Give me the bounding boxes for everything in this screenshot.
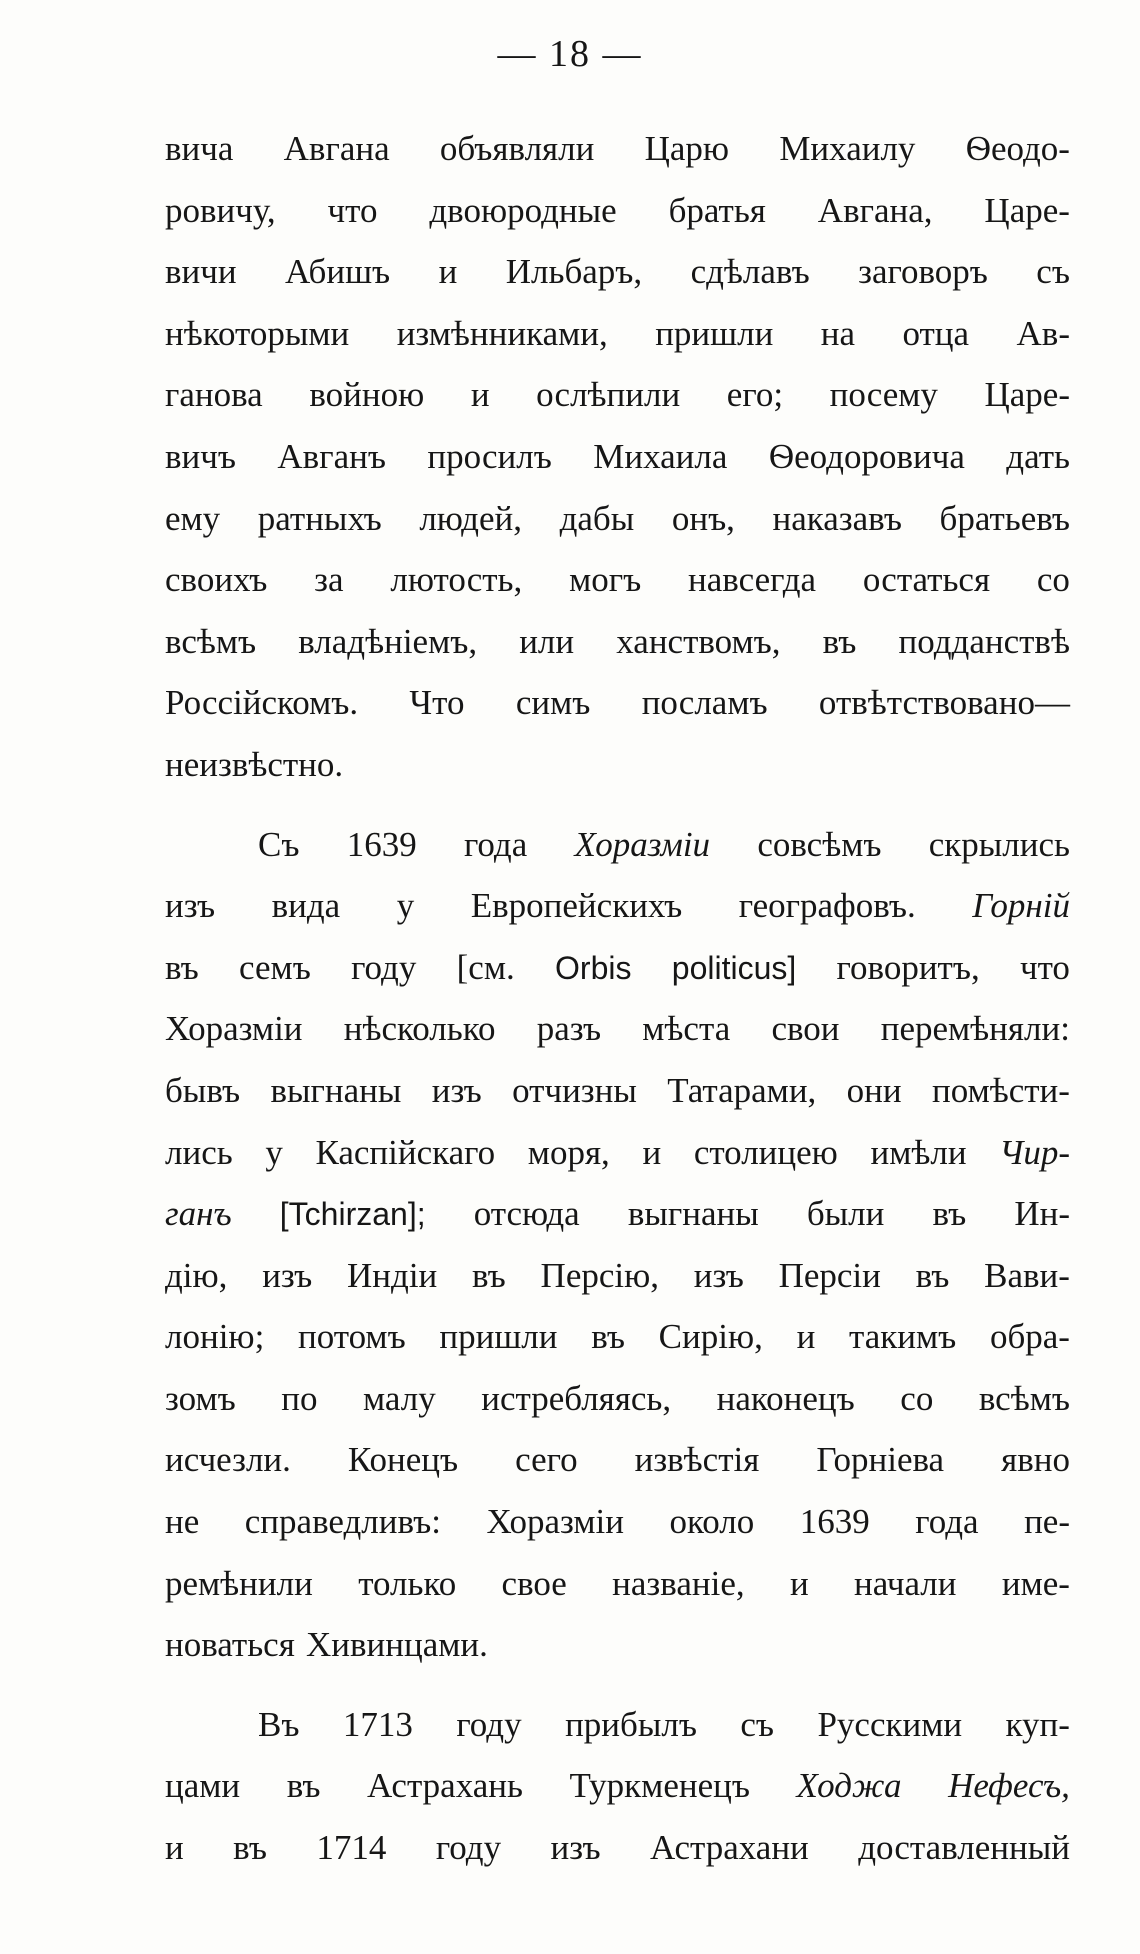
word: politicus] (671, 949, 797, 986)
word: потомъ (298, 1317, 406, 1357)
word: дабы (559, 498, 635, 538)
text-line (165, 937, 1070, 999)
word: Ѳеодоровича (768, 436, 965, 476)
word: име- (1001, 1563, 1070, 1603)
word: ганъ (165, 1194, 232, 1234)
word: справедливъ: (244, 1502, 441, 1542)
word: новаться (165, 1625, 295, 1665)
word: семъ (239, 947, 311, 987)
word: свое (501, 1563, 567, 1603)
word: или (519, 621, 575, 661)
word: и (789, 1563, 809, 1603)
word: Татарами, (667, 1070, 817, 1110)
word: столицею (693, 1132, 838, 1172)
word: Русскими (817, 1704, 963, 1744)
word: Горній (972, 886, 1070, 926)
word: явно (1001, 1440, 1070, 1480)
word: лонію; (165, 1317, 265, 1357)
text-line (165, 1245, 1070, 1307)
word: у (265, 1132, 283, 1172)
text-line (165, 180, 1070, 242)
word: и (642, 1132, 662, 1172)
word: Михаилу (779, 129, 916, 168)
page-number: — 18 — (497, 33, 643, 75)
word: выгнаны (627, 1194, 759, 1234)
word: ослѣпили (536, 375, 681, 415)
word: отца (902, 313, 970, 353)
word: зомъ (165, 1378, 236, 1418)
word: вичи (165, 252, 237, 292)
text-line (165, 1368, 1070, 1430)
word: Россійскомъ. (165, 683, 359, 723)
word: подданствѣ (898, 621, 1070, 661)
word: неизвѣстно. (165, 744, 344, 784)
word: изъ (550, 1828, 601, 1868)
word: въ (822, 621, 857, 661)
word: за (314, 560, 344, 600)
word: сего (515, 1440, 578, 1480)
word: дію, (165, 1255, 228, 1295)
word: скрылись (928, 824, 1070, 864)
word: географовъ. (738, 886, 916, 926)
word: Нефесъ, (948, 1766, 1070, 1806)
word: Царе- (984, 375, 1070, 415)
text-line (165, 734, 1070, 796)
word: извѣстія (634, 1440, 760, 1480)
word: не (165, 1502, 200, 1542)
text-line (165, 1553, 1070, 1615)
text-line (165, 1306, 1070, 1368)
word: году (456, 1704, 522, 1744)
word: выгнаны (270, 1070, 402, 1110)
word: нѣкоторыми (165, 313, 350, 353)
word: Вави- (984, 1255, 1070, 1295)
word: Авгана (283, 129, 390, 168)
text-line (165, 1614, 1070, 1676)
word: пе- (1024, 1502, 1070, 1542)
word: мѣста (642, 1009, 731, 1049)
word: наказавъ (772, 498, 902, 538)
word: въ (233, 1828, 267, 1868)
word: Царе- (984, 190, 1070, 230)
word: доставленный (858, 1828, 1070, 1868)
word: лись (165, 1132, 233, 1172)
word: заговоръ (858, 252, 988, 292)
word: ровичу, (165, 190, 276, 230)
word: братьевъ (939, 498, 1070, 538)
text-line (165, 549, 1070, 611)
word: и (165, 1828, 184, 1868)
word: 1713 (342, 1704, 413, 1744)
word: въ (472, 1255, 506, 1295)
word: навсегда (688, 560, 817, 600)
word: и (470, 375, 490, 415)
word: Хоразміи (165, 1009, 303, 1049)
word: въ (915, 1255, 950, 1295)
body-text (165, 118, 1070, 1879)
word: отвѣтствовано— (818, 683, 1070, 723)
text-line (165, 118, 1070, 180)
text-line (165, 303, 1070, 365)
word: Горніева (816, 1440, 945, 1480)
text-line (165, 364, 1070, 426)
word: Конецъ (347, 1440, 459, 1480)
word: перемѣняли: (880, 1009, 1070, 1049)
text-line (165, 1817, 1070, 1879)
word: были (806, 1194, 885, 1234)
word: Ав- (1016, 313, 1070, 353)
word: остаться (862, 560, 991, 600)
text-line (165, 426, 1070, 488)
word: разъ (536, 1009, 602, 1049)
word: измѣнниками, (396, 313, 608, 353)
word: со (1036, 560, 1070, 600)
word: бывъ (165, 1070, 241, 1110)
word: 1639 (346, 824, 417, 864)
word: году (351, 947, 417, 987)
word: совсѣмъ (757, 824, 882, 864)
word: отсюда (473, 1194, 580, 1234)
word: изъ (431, 1070, 482, 1110)
word: такимъ (849, 1317, 957, 1357)
word: Европейскихъ (470, 886, 683, 926)
word: имѣли (870, 1132, 967, 1172)
word: моря, (527, 1132, 610, 1172)
word: [см. (456, 947, 515, 987)
word: Туркменецъ (569, 1766, 750, 1806)
word: на (820, 313, 856, 353)
word: дать (1006, 436, 1070, 476)
word: въ (591, 1317, 625, 1357)
word: Orbis (555, 949, 632, 986)
word: начали (854, 1563, 957, 1603)
word: говоритъ, (836, 947, 980, 987)
text-line (165, 1122, 1070, 1184)
word: посламъ (641, 683, 768, 723)
word: прибылъ (565, 1704, 697, 1744)
word: ганова (165, 375, 263, 415)
text-line (165, 814, 1070, 876)
word: ремѣнили (165, 1563, 313, 1603)
word: что (1019, 947, 1070, 987)
word: исчезли. (165, 1440, 291, 1480)
word: малу (363, 1378, 436, 1418)
word: по (281, 1378, 318, 1418)
word: изъ (262, 1255, 313, 1295)
text-line (165, 875, 1070, 937)
word: Астрахани (650, 1828, 809, 1868)
text-line (165, 488, 1070, 550)
word: онъ, (671, 498, 735, 538)
word: ему (165, 498, 221, 538)
word: посему (829, 375, 938, 415)
word: со (900, 1378, 934, 1418)
word: ратныхъ (257, 498, 382, 538)
word: куп- (1005, 1704, 1070, 1744)
word: всѣмъ (165, 621, 257, 661)
text-line (165, 1429, 1070, 1491)
word: вичъ (165, 436, 236, 476)
word: Персіи (778, 1255, 881, 1295)
word: Хивинцами. (306, 1625, 488, 1665)
word: 1714 (316, 1828, 387, 1868)
text-line (165, 1694, 1070, 1756)
word: Съ (258, 824, 300, 864)
word: объявляли (439, 129, 595, 168)
word: помѣсти- (932, 1070, 1070, 1110)
word: сдѣлавъ (690, 252, 810, 292)
word: братья (668, 190, 766, 230)
word: своихъ (165, 560, 268, 600)
word: Ѳеодо- (965, 129, 1070, 168)
word: и (796, 1317, 816, 1357)
word: симъ (515, 683, 591, 723)
word: изъ (693, 1255, 744, 1295)
word: вида (271, 886, 341, 926)
word: людей, (419, 498, 522, 538)
word: Абишъ (285, 252, 391, 292)
word: свои (771, 1009, 840, 1049)
word: Каспійскаго (315, 1132, 496, 1172)
word: истребляясь, (481, 1378, 672, 1418)
word: его; (726, 375, 784, 415)
word: отчизны (512, 1070, 637, 1110)
word: Что (409, 683, 465, 723)
word: лютость, (390, 560, 523, 600)
text-line (165, 241, 1070, 303)
word: они (846, 1070, 902, 1110)
word: около (669, 1502, 755, 1542)
word: въ (165, 947, 199, 987)
word: ханствомъ, (616, 621, 781, 661)
word: Ходжа (796, 1766, 902, 1806)
word: могъ (569, 560, 642, 600)
word: Ин- (1014, 1194, 1070, 1234)
word: у (396, 886, 415, 926)
word: Индіи (347, 1255, 438, 1295)
word: 1639 (799, 1502, 870, 1542)
word: Михаила (593, 436, 728, 476)
word: Сирію, (658, 1317, 763, 1357)
word: съ (740, 1704, 774, 1744)
word: обра- (989, 1317, 1070, 1357)
word: войною (309, 375, 425, 415)
word: Хоразміи (574, 824, 711, 864)
word: въ (286, 1766, 321, 1806)
word: пришли (439, 1317, 558, 1357)
word: наконецъ (716, 1378, 855, 1418)
word: только (358, 1563, 457, 1603)
word: года (915, 1502, 979, 1542)
word: двоюродные (429, 190, 617, 230)
text-line (165, 1060, 1070, 1122)
word: Въ (258, 1704, 300, 1744)
word: Авганъ (277, 436, 386, 476)
word: Царю (644, 129, 730, 168)
word: Чир- (999, 1132, 1070, 1172)
word: владѣніемъ, (298, 621, 478, 661)
word: названіе, (612, 1563, 745, 1603)
text-line (165, 1491, 1070, 1553)
word: Авгана, (817, 190, 933, 230)
word: съ (1036, 252, 1070, 292)
word: году (435, 1828, 502, 1868)
word: что (327, 190, 378, 230)
word: года (463, 824, 528, 864)
word: Хоразміи (486, 1502, 624, 1542)
word: просилъ (427, 436, 552, 476)
word: въ (932, 1194, 967, 1234)
text-line (165, 998, 1070, 1060)
text-line (165, 1755, 1070, 1817)
word: цами (165, 1766, 241, 1806)
word: Ильбаръ, (505, 252, 643, 292)
word: вича (165, 129, 234, 168)
word: Персію, (540, 1255, 660, 1295)
word: и (438, 252, 458, 292)
word: Астрахань (367, 1766, 523, 1806)
text-line (165, 672, 1070, 734)
word: изъ (165, 886, 216, 926)
text-line (165, 611, 1070, 673)
word: всѣмъ (978, 1378, 1070, 1418)
word: [Tchirzan]; (279, 1196, 426, 1233)
text-line (165, 1183, 1070, 1245)
word: пришли (655, 313, 774, 353)
word: нѣсколько (343, 1009, 496, 1049)
